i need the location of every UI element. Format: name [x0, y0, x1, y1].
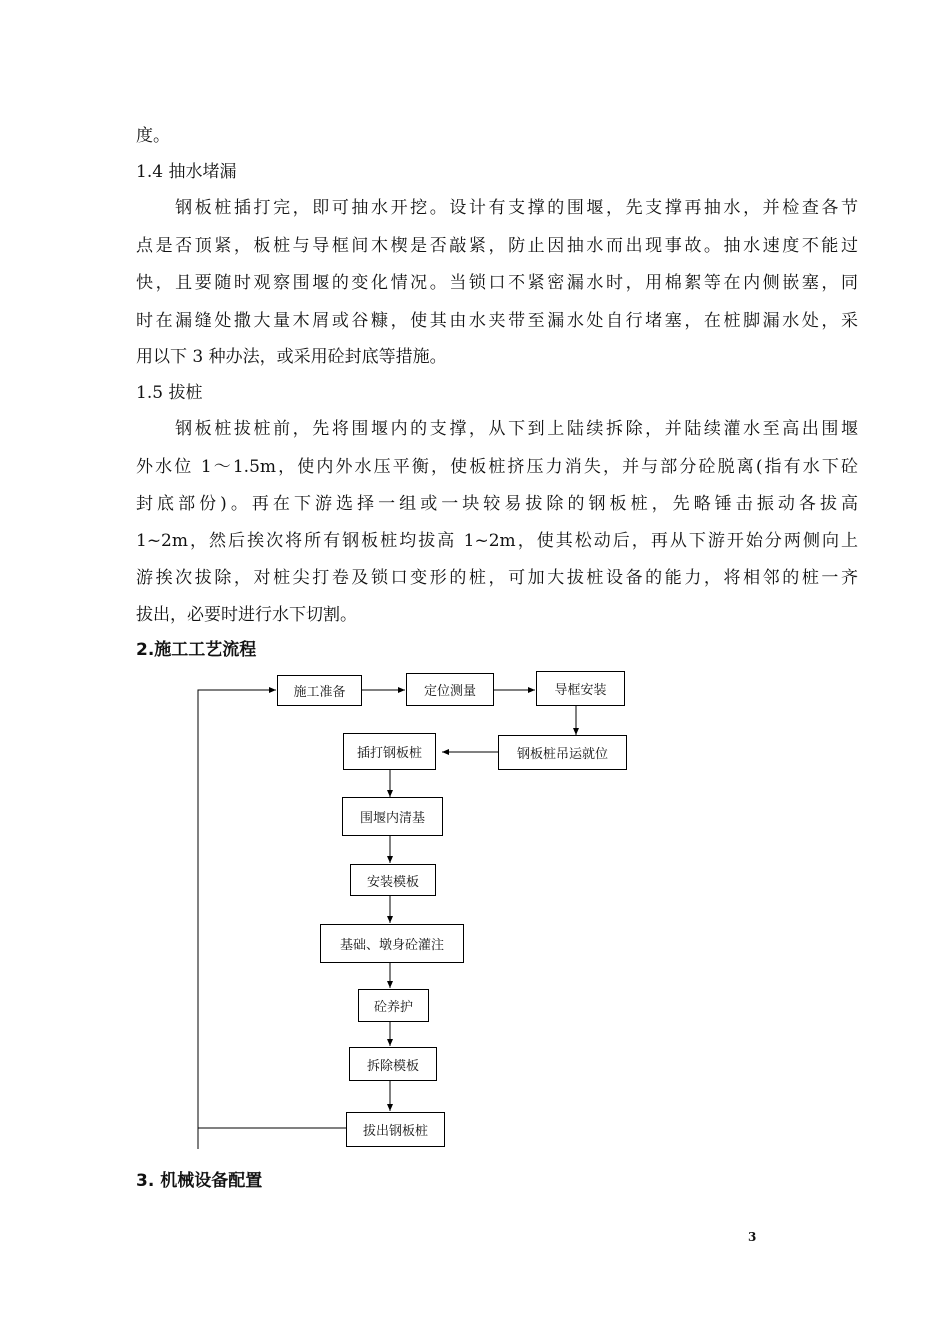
text-line-continuation: 度。 [136, 126, 170, 146]
flow-box-concrete-pouring: 基础、墩身砼灌注 [320, 924, 464, 963]
flow-box-concrete-curing: 砼养护 [358, 989, 429, 1022]
section-heading-1-4: 1.4 抽水堵漏 [136, 162, 237, 182]
paragraph-1-4-line-4: 时在漏缝处撒大量木屑或谷糠，使其由水夹带至漏水处自行堵塞，在桩脚漏水处，采 [136, 311, 858, 331]
paragraph-1-5-line-5: 游挨次拔除，对桩尖打卷及锁口变形的桩，可加大拔桩设备的能力，将相邻的桩一齐 [136, 568, 858, 588]
flow-box-pile-driving: 插打钢板桩 [343, 733, 436, 770]
paragraph-1-5-line-2: 外水位 1～1.5m，使内外水压平衡，使板桩挤压力消失，并与部分砼脱离(指有水下砼 [136, 457, 858, 477]
paragraph-1-5-line-6: 拔出，必要时进行水下切割。 [136, 605, 357, 625]
paragraph-1-4-line-1: 钢板桩插打完，即可抽水开挖。设计有支撑的围堰，先支撑再抽水，并检查各节 [136, 198, 858, 218]
paragraph-1-4-line-3: 快，且要随时观察围堰的变化情况。当锁口不紧密漏水时，用棉絮等在内侧嵌塞，同 [136, 273, 858, 293]
flow-box-positioning-survey: 定位测量 [406, 673, 494, 706]
flow-box-guide-frame-install: 导框安装 [536, 671, 625, 706]
section-heading-2: 2.施工工艺流程 [136, 640, 257, 660]
flow-box-pile-hoisting: 钢板桩吊运就位 [498, 735, 627, 770]
flow-box-formwork-removal: 拆除模板 [349, 1047, 437, 1081]
paragraph-1-5-line-4: 1~2m，然后挨次将所有钢板桩均拔高 1~2m，使其松动后，再从下游开始分两侧向上 [136, 531, 858, 551]
paragraph-1-4-line-2: 点是否顶紧，板桩与导框间木楔是否敲紧，防止因抽水而出现事故。抽水速度不能过 [136, 236, 858, 256]
flow-box-pile-extraction: 拔出钢板桩 [346, 1112, 445, 1147]
page-number: 3 [748, 1230, 757, 1244]
section-heading-1-5: 1.5 拔桩 [136, 383, 203, 403]
flow-box-cofferdam-base-cleaning: 围堰内清基 [342, 797, 443, 836]
section-heading-3: 3. 机械设备配置 [136, 1171, 263, 1191]
loop-line-extract-to-prep [198, 690, 346, 1128]
paragraph-1-4-line-5: 用以下 3 种办法，或采用砼封底等措施。 [136, 347, 447, 367]
flow-box-construction-prep: 施工准备 [277, 675, 362, 706]
flow-box-formwork-install: 安装模板 [350, 864, 436, 896]
paragraph-1-5-line-1: 钢板桩拔桩前，先将围堰内的支撑，从下到上陆续拆除，并陆续灌水至高出围堰 [136, 419, 858, 439]
paragraph-1-5-line-3: 封底部份)。再在下游选择一组或一块较易拔除的钢板桩，先略锤击振动各拔高 [136, 494, 858, 514]
